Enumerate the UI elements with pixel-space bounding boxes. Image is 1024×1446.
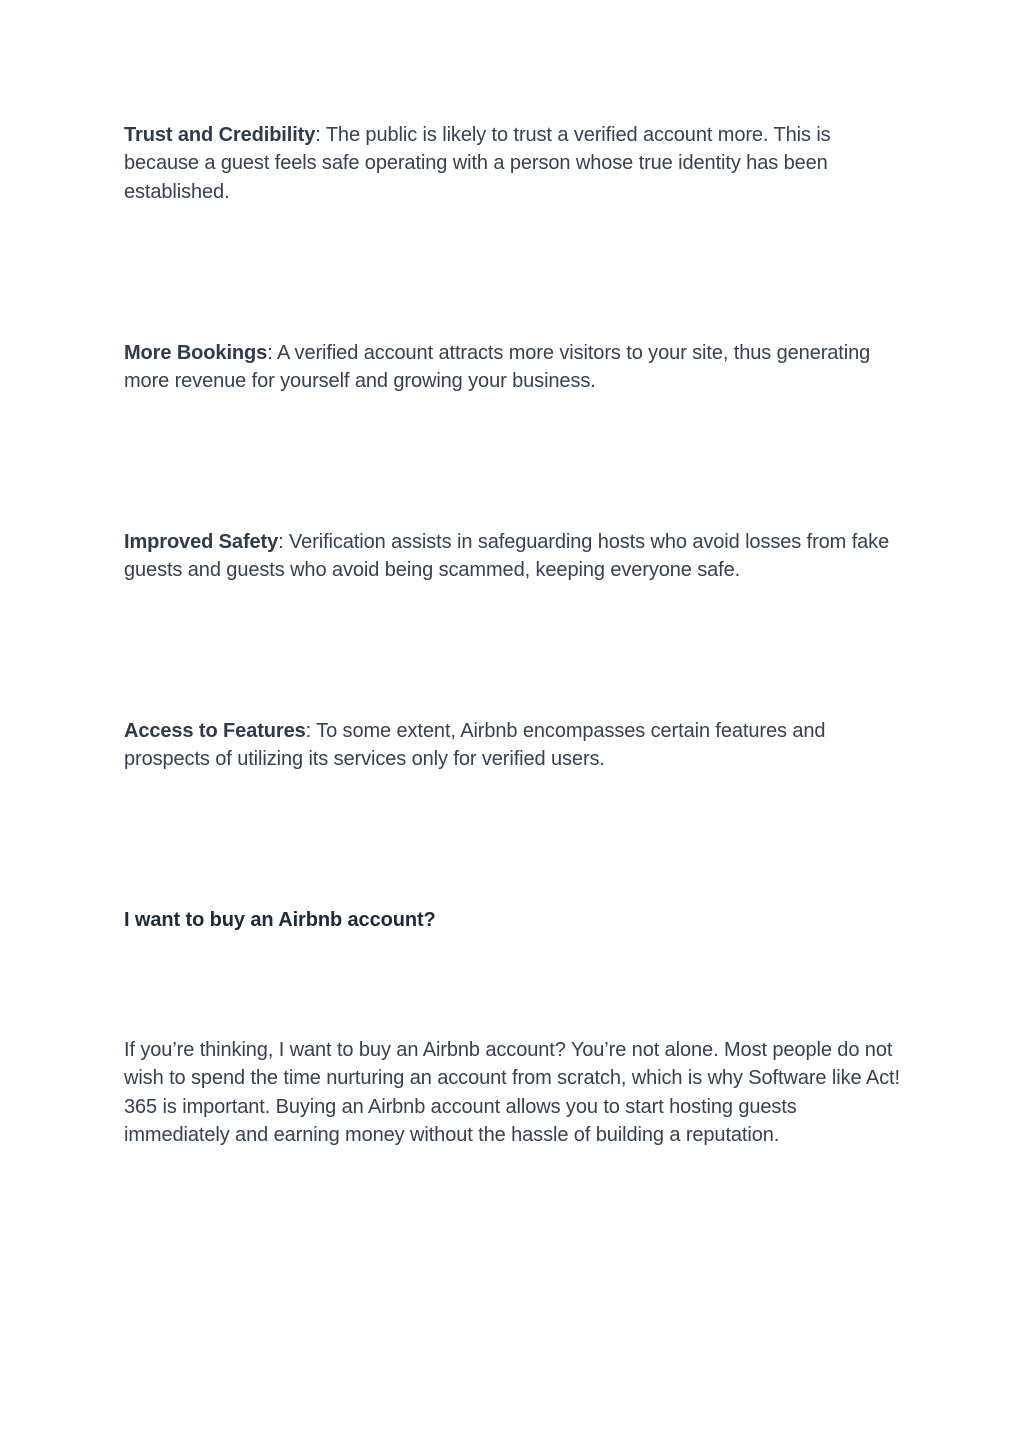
more-bookings-paragraph [124,339,904,396]
more-bookings-text: : A verified account attracts more visitors to your site, thus generating more revenue for yourself and growing your business. [124,342,871,393]
buy-account-paragraph: If you’re thinking, I want to buy an Airbnb account? You’re not alone. Most people do not wish to spend the time nurturing an account from scratch, which is why Software like Act! 365 is important. Buying an Airbnb account allows you to start hosting guests immediately and earning money without the hassle of building a reputation. [124,1039,900,1147]
trust-credibility-text: : The public is likely to trust a verified account more. This is because a guest feels safe operating with a person whose true identity has been established. [124,124,831,203]
buy-account-heading: I want to buy an Airbnb account? [124,909,436,931]
trust-credibility-term: Trust and Credibility [124,124,316,146]
improved-safety-term: Improved Safety [124,531,279,553]
access-features-term: Access to Features [124,720,306,742]
improved-safety-paragraph [124,528,904,585]
more-bookings-term: More Bookings [124,342,268,364]
improved-safety-text: : Verification assists in safeguarding hosts who avoid losses from fake guests and guests who avoid being scammed, keeping everyone safe. [124,531,890,582]
access-features-paragraph [124,717,904,774]
access-features-text: : To some extent, Airbnb encompasses certain features and prospects of utilizing its services only for verified users. [124,720,826,771]
trust-credibility-paragraph [124,121,904,206]
